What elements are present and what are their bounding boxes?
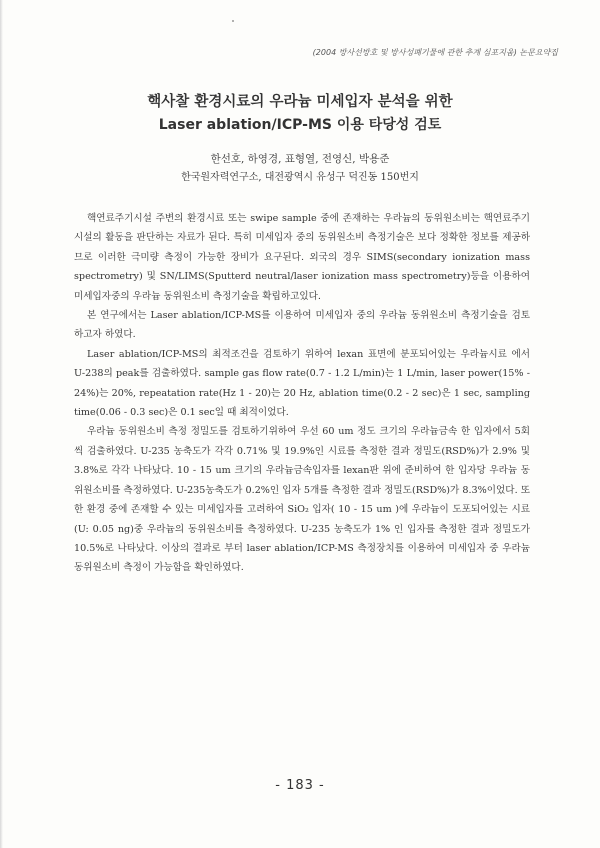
scan-speck [232,20,234,22]
running-header: (2004 방사선방호 및 방사성폐기물에 관한 추계 심포지움) 논문요약집 [312,48,558,57]
paper-title-line-2: Laser ablation/ICP-MS 이용 타당성 검토 [158,117,442,133]
author-list: 한선호, 하영경, 표형열, 전영신, 박용준 [210,153,390,165]
abstract-paragraph: 우라늄 동위원소비 측정 정밀도를 검토하기위하여 우선 60 um 정도 크기의 우라늄금속 한 입자에서 5회 씩 검출하였다. U-235 농축도가 각각 0.71% 및 19.9%인 시료를 측정한 결과 정밀도(RSD%)가 2.9% 및 3.8%로 각각 나타났다. 10 - 15 um 크기의 우라늄금속입자를 lexan판 위에 준비하여 한 입자당 우라늄 동위원소비를 측정하였다. U-235농축도가 0.2%인 입자 5개를 측정한 결과 정밀도(RSD%)가 8.3%이었다. 또한 환경 중에 존재할 수 있는 미세입자를 고려하여 SiO₂ 입자( 10 - 15 um )에 우라늄이 도포되어있는 시료(U: 0.05 ng)중 우라늄의 동위원소비를 측정하였다. U-235 농축도가 1% 인 입자를 측정한 결과 정밀도가 10.5%로 나타났다. 이상의 결과로 부터 laser ablation/ICP-MS 측정장치를 이용하여 미세입자 중 우라늄 동위원소비 측정이 가능함을 확인하였다. [74,426,530,574]
author-affiliation: 한국원자력연구소, 대전광역시 유성구 덕진동 150번지 [181,172,419,183]
paper-title-line-1: 핵사찰 환경시료의 우라늄 미세입자 분석을 위한 [147,93,453,110]
abstract-paragraph: Laser ablation/ICP-MS의 최적조건을 검토하기 위하여 lexan 표면에 분포되어있는 우라늄시료 에서 U-238의 peak를 검출하였다. sample gas flow rate(0.7 - 1.2 L/min)는 1 L/min, laser power(15% - 24%)는 20%, repeatation rate(Hz 1 - 20)는 20 Hz, ablation time(0.2 - 2 sec)은 1 sec, sampling time(0.06 - 0.3 sec)은 0.1 sec일 때 최적이었다. [74,348,530,419]
abstract-body [74,209,530,578]
abstract-paragraph: 핵연료주기시설 주변의 환경시료 또는 swipe sample 중에 존재하는 우라늄의 동위원소비는 핵연료주기시설의 활동을 판단하는 자료가 된다. 특히 미세입자 중의 동위원소비 측정기술은 보다 정확한 정보를 제공하므로 이러한 극미량 측정이 가능한 장비가 요구된다. 외국의 경우 SIMS(secondary ionization mass spectrometry) 및 SN/LIMS(Sputterd neutral/laser ionization mass spectrometry)등을 이용하여 미세입자중의 우라늄 동위원소비 측정기술을 확립하고있다. [74,213,530,302]
abstract-paragraph: 본 연구에서는 Laser ablation/ICP-MS를 이용하여 미세입자 중의 우라늄 동위원소비 측정기술을 검토하고자 하였다. [74,310,530,341]
page-number: - 183 - [275,778,325,793]
